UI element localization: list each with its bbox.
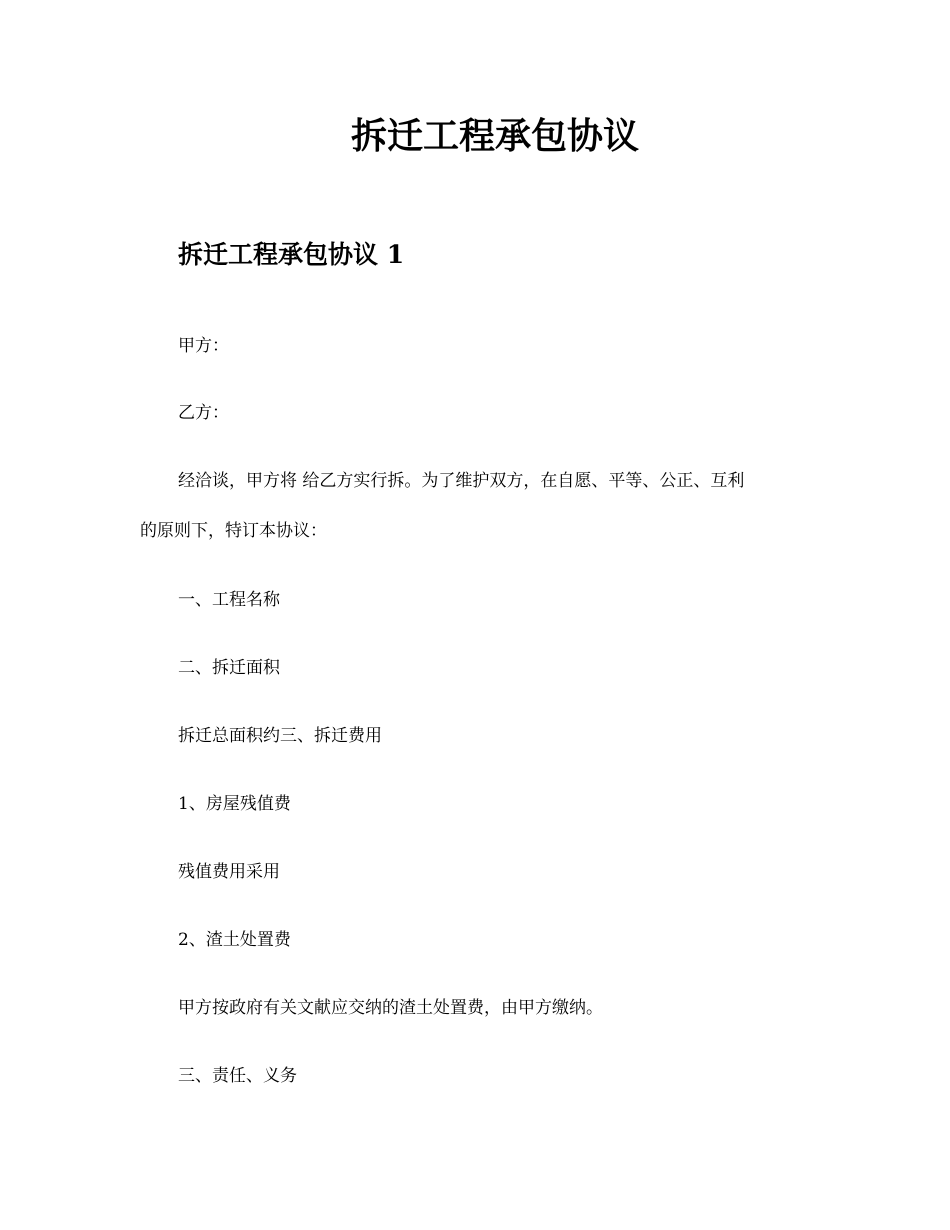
- section-heading: 拆迁工程承包协议 1: [178, 240, 405, 269]
- clause-debris-disposal-fee: 2、渣土处置费: [178, 930, 291, 950]
- clause-responsibilities: 三、责任、义务: [178, 1066, 297, 1086]
- intro-paragraph: [140, 469, 810, 543]
- clause-project-name: 一、工程名称: [178, 590, 280, 610]
- clause-total-area-and-fees: 拆迁总面积约三、拆迁费用: [178, 726, 382, 746]
- party-b-line: 乙方：: [178, 403, 229, 423]
- party-a-line: 甲方：: [178, 336, 229, 356]
- clause-residual-value-method: 残值费用采用: [178, 862, 280, 882]
- intro-paragraph-line-1: 经洽谈，甲方将 给乙方实行拆。为了维护双方，在自愿、平等、公正、互利: [178, 471, 745, 491]
- intro-paragraph-line-2: 的原则下，特订本协议：: [140, 521, 327, 541]
- clause-residual-value-fee: 1、房屋残值费: [178, 794, 291, 814]
- clause-debris-disposal-detail: 甲方按政府有关文献应交纳的渣土处置费，由甲方缴纳。: [178, 998, 603, 1018]
- clause-demolition-area: 二、拆迁面积: [178, 658, 280, 678]
- document-title: 拆迁工程承包协议: [350, 115, 639, 157]
